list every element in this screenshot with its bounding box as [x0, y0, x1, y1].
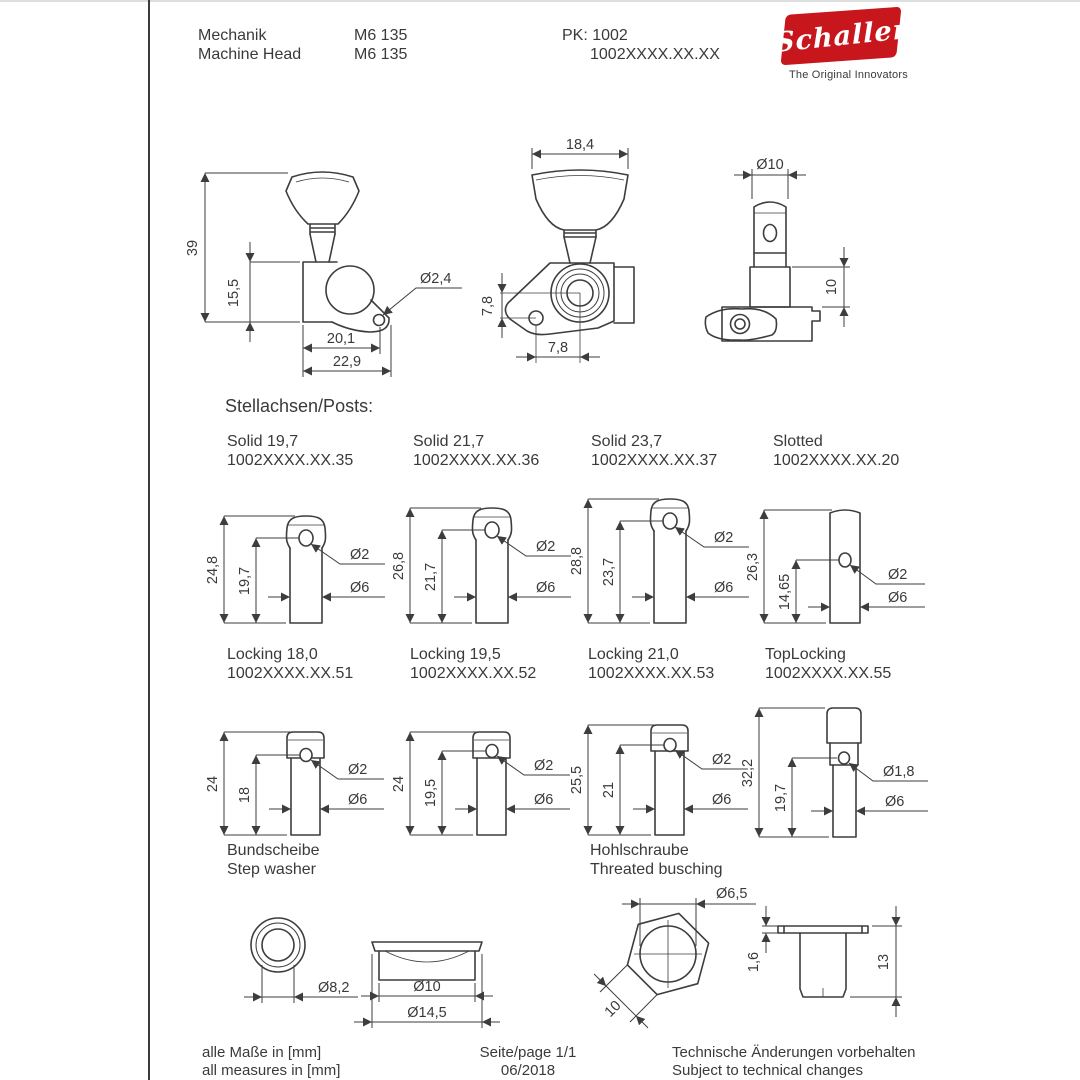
- logo-tagline: The Original Innovators: [789, 69, 908, 81]
- washer-side-view-drawing: [352, 885, 502, 1035]
- bushing-label: [590, 841, 723, 879]
- post-drawing-toplocking: [735, 697, 935, 842]
- dim-label: 21: [601, 781, 617, 799]
- posts-heading: Stellachsen/Posts:: [225, 396, 374, 416]
- pk-block: [562, 26, 720, 64]
- dim-label: 14,65: [777, 573, 793, 611]
- post-code: 1002XXXX.XX.51: [227, 665, 354, 682]
- post-name: Solid 21,7: [413, 433, 485, 450]
- dim-label: Ø2: [348, 762, 368, 778]
- post-code: 1002XXXX.XX.36: [413, 452, 540, 469]
- dim-label: Ø10: [413, 979, 441, 995]
- dim-label: 7,8: [547, 340, 569, 356]
- post-drawing-solid-19-7: [202, 483, 392, 641]
- footer-date: 06/2018: [500, 1062, 556, 1079]
- dim-label: Ø1,8: [883, 764, 915, 780]
- post-label: [588, 645, 714, 683]
- side-view-dimensions: [185, 173, 462, 377]
- dim-label: Ø6: [534, 792, 554, 808]
- post-name: Locking 19,5: [410, 646, 501, 663]
- dim-label: 19,7: [237, 566, 253, 596]
- side-view-part: [286, 172, 389, 332]
- post-code: 1002XXXX.XX.20: [773, 452, 900, 469]
- post-drawing-solid-23-7: [566, 483, 756, 641]
- side-view-drawing: [170, 135, 480, 385]
- dim-label: 20,1: [326, 331, 356, 347]
- dim-label: Ø2: [714, 530, 734, 546]
- dim-label: Ø2: [536, 539, 556, 555]
- post-code: 1002XXXX.XX.55: [765, 665, 892, 682]
- top-view-dimensions: [734, 157, 850, 327]
- dim-label: 24,8: [205, 555, 221, 585]
- post-label: [410, 645, 536, 683]
- dim-label: 32,2: [740, 758, 756, 788]
- dim-label: 24: [205, 775, 221, 793]
- product-label-de: Mechanik: [198, 27, 267, 44]
- dim-label: Ø2,4: [420, 271, 452, 287]
- footer-units: [202, 1044, 340, 1080]
- footer-notice-de: Technische Änderungen vorbehalten: [672, 1044, 916, 1061]
- post-code: 1002XXXX.XX.37: [591, 452, 718, 469]
- post-name: Locking 18,0: [227, 646, 318, 663]
- post-label: [227, 432, 353, 470]
- dim-label: 21,7: [423, 562, 439, 592]
- dim-label: Ø6: [712, 792, 732, 808]
- dim-label: Ø6: [888, 590, 908, 606]
- dim-label: Ø14,5: [407, 1005, 447, 1021]
- bushing-side-view-drawing: [746, 876, 920, 1041]
- dim-label: 18,4: [565, 137, 595, 153]
- dim-label: 26,3: [745, 552, 761, 582]
- pk-label: PK: 1002: [562, 27, 628, 44]
- dim-label: Ø6: [885, 794, 905, 810]
- footer-units-en: all measures in [mm]: [202, 1062, 341, 1079]
- dim-label: Ø2: [534, 758, 554, 774]
- washer-label: [227, 841, 320, 879]
- top-view-part: [705, 202, 820, 341]
- dim-label: 19,7: [773, 783, 789, 813]
- post-drawing-slotted: [742, 483, 932, 641]
- dim-label: 39: [185, 239, 201, 257]
- post-name: Slotted: [773, 433, 823, 450]
- dim-label: 28,8: [569, 546, 585, 576]
- bushing-top-view-drawing: [588, 876, 763, 1041]
- footer-page: [448, 1044, 608, 1080]
- dim-label: 10: [824, 278, 840, 296]
- post-name: Locking 21,0: [588, 646, 679, 663]
- dim-label: 22,9: [332, 354, 362, 370]
- dim-label: 23,7: [601, 557, 617, 587]
- washer-title-de: Bundscheibe: [227, 842, 320, 859]
- bushing-title-en: Threated busching: [590, 861, 723, 878]
- post-label: [773, 432, 899, 470]
- dim-label: Ø6: [348, 792, 368, 808]
- product-label-en: Machine Head: [198, 46, 302, 63]
- model-de: M6 135: [354, 27, 408, 44]
- dim-label: Ø6,5: [716, 886, 748, 902]
- post-drawing-locking-19-5: [388, 697, 578, 842]
- post-label: [591, 432, 717, 470]
- post-drawing-locking-21: [566, 697, 756, 842]
- scan-top-edge: [0, 0, 1080, 2]
- dim-label: 10: [601, 997, 625, 1021]
- front-view-drawing: [480, 135, 720, 385]
- dim-label: 25,5: [569, 765, 585, 795]
- footer-notice: [672, 1044, 916, 1080]
- footer-notice-en: Subject to technical changes: [672, 1062, 863, 1079]
- post-label: [765, 645, 891, 683]
- product-label: [198, 26, 301, 64]
- dim-label: Ø2: [712, 752, 732, 768]
- post-label: [413, 432, 539, 470]
- pk-code: 1002XXXX.XX.XX: [590, 46, 720, 63]
- washer-title-en: Step washer: [227, 861, 316, 878]
- post-code: 1002XXXX.XX.35: [227, 452, 354, 469]
- post-drawing-solid-21-7: [388, 483, 578, 641]
- post-name: TopLocking: [765, 646, 846, 663]
- post-name: Solid 23,7: [591, 433, 663, 450]
- dim-label: Ø2: [888, 567, 908, 583]
- logo-brand-text: Schaller: [774, 13, 908, 59]
- post-drawing-locking-18: [202, 697, 392, 842]
- dim-label: 13: [876, 953, 892, 971]
- dim-label: Ø10: [756, 157, 784, 173]
- dim-label: Ø6: [536, 580, 556, 596]
- footer-page-label: Seite/page 1/1: [479, 1044, 577, 1061]
- dim-label: Ø6: [350, 580, 370, 596]
- dim-label: Ø6: [714, 580, 734, 596]
- dim-label: 26,8: [391, 551, 407, 581]
- dim-label: 18: [237, 786, 253, 804]
- logo-red-shape: [774, 7, 908, 66]
- post-code: 1002XXXX.XX.52: [410, 665, 537, 682]
- front-view-part: [505, 170, 634, 335]
- dim-label: Ø2: [350, 547, 370, 563]
- model-en: M6 135: [354, 46, 408, 63]
- dim-label: 7,8: [480, 295, 496, 317]
- schaller-logo: [774, 11, 908, 81]
- dim-label: Ø8,2: [318, 980, 350, 996]
- page-left-edge-line: [148, 0, 150, 1080]
- dim-label: 1,6: [746, 951, 762, 973]
- dim-label: 15,5: [226, 278, 242, 308]
- bushing-title-de: Hohlschraube: [590, 842, 689, 859]
- footer-units-de: alle Maße in [mm]: [202, 1044, 322, 1061]
- post-name: Solid 19,7: [227, 433, 299, 450]
- model-number: [354, 26, 407, 64]
- dim-label: 24: [391, 775, 407, 793]
- dim-label: 19,5: [423, 778, 439, 808]
- post-label: [227, 645, 353, 683]
- post-code: 1002XXXX.XX.53: [588, 665, 715, 682]
- top-view-drawing: [700, 135, 920, 385]
